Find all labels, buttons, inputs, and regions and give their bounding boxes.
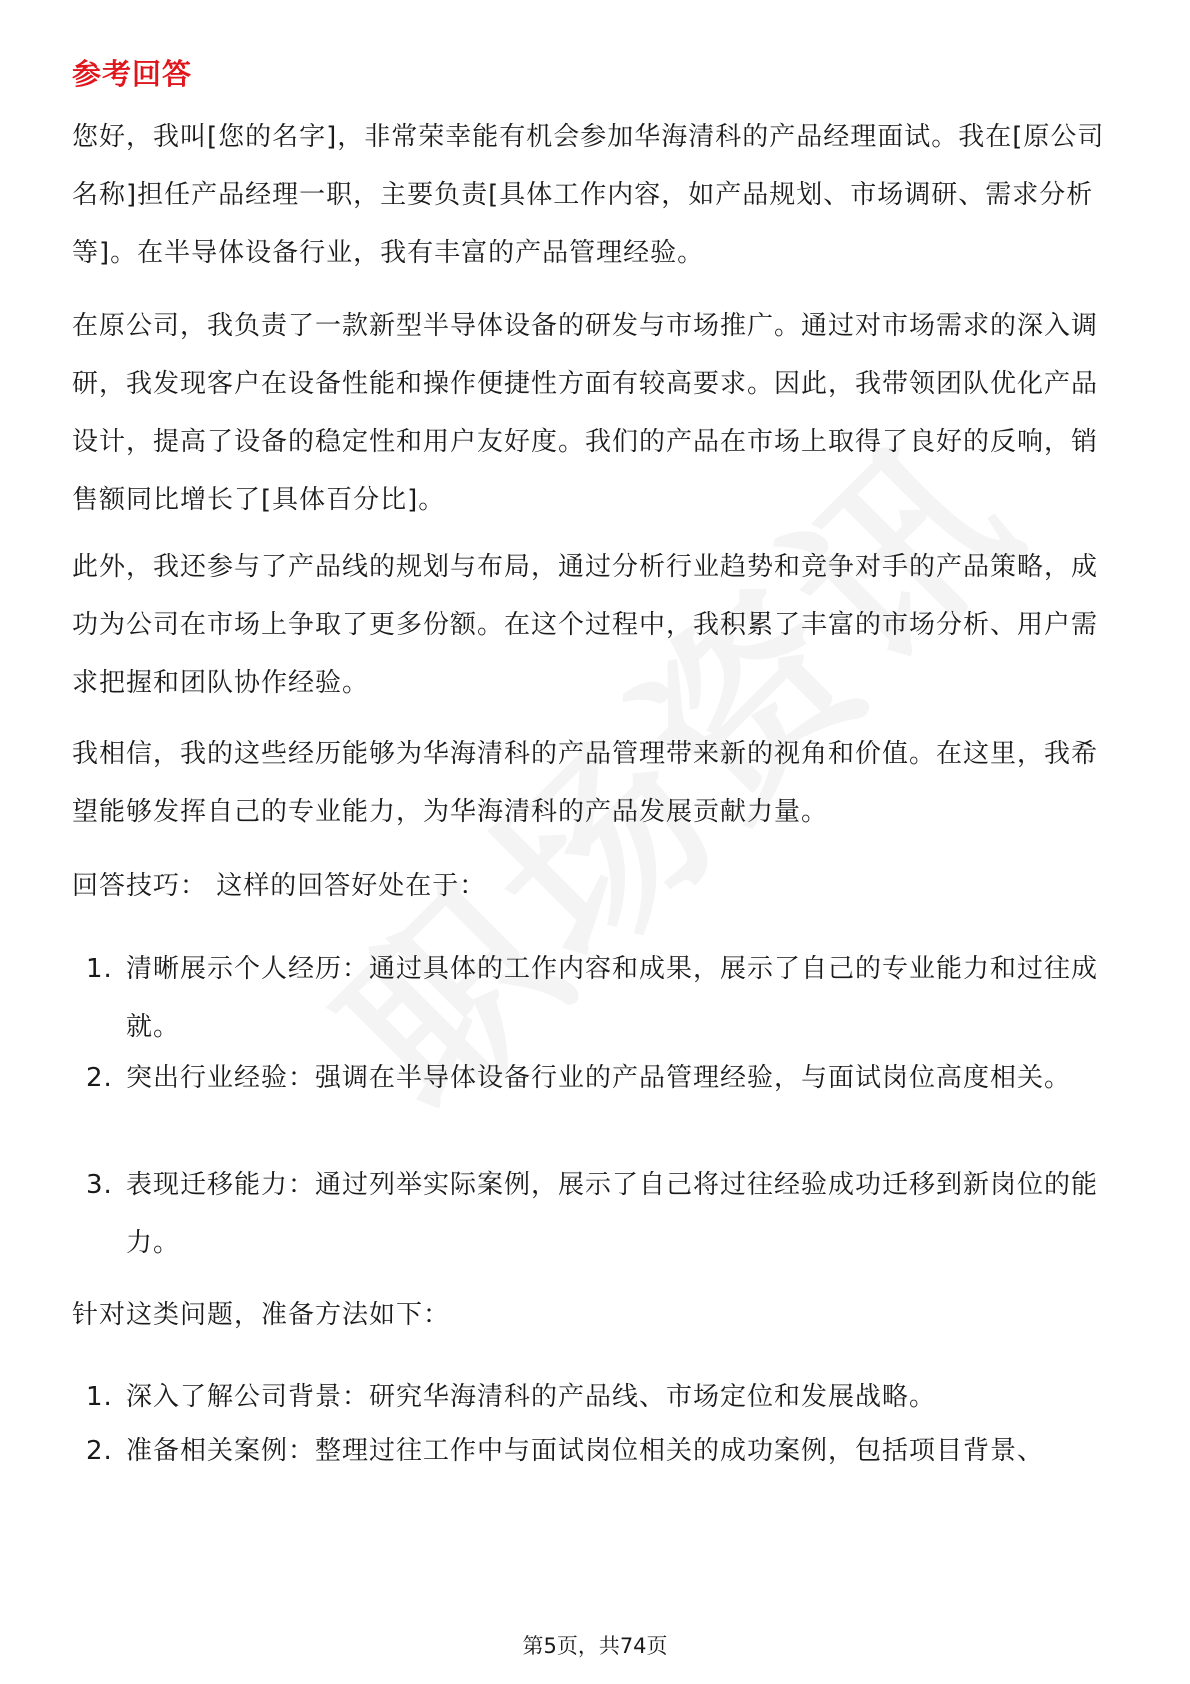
list-number: 2. (86, 1436, 113, 1466)
list-text: 准备相关案例：整理过往工作中与面试岗位相关的成功案例，包括项目背景、 (126, 1436, 1045, 1466)
list-item (86, 1422, 1116, 1480)
prep-heading: 针对这类问题，准备方法如下： (72, 1300, 451, 1330)
list-text: 表现迁移能力：通过列举实际案例，展示了自己将过往经验成功迁移到新岗位的能力。 (126, 1170, 1099, 1258)
list-number: 1. (86, 1382, 113, 1412)
page-footer: 第5页，共74页 (522, 1634, 668, 1658)
list-number: 1. (86, 954, 113, 984)
paragraph-experience: 在原公司，我负责了一款新型半导体设备的研发与市场推广。通过对市场需求的深入调研，我发现客户在设备性能和操作便捷性方面有较高要求。因此，我带领团队优化产品设计，提高了设备的稳定性和用户友好度。我们的产品在市场上取得了良好的反响，销售额同比增长了[具体百分比]。 (72, 311, 1099, 515)
list-item (86, 940, 1116, 1056)
list-number: 2. (86, 1063, 113, 1093)
paragraph-closing: 我相信，我的这些经历能够为华海清科的产品管理带来新的视角和价值。在这里，我希望能够发挥自己的专业能力，为华海清科的产品发展贡献力量。 (72, 739, 1099, 827)
list-item (86, 1156, 1116, 1272)
list-text: 突出行业经验：强调在半导体设备行业的产品管理经验，与面试岗位高度相关。 (126, 1063, 1072, 1093)
list-text: 清晰展示个人经历：通过具体的工作内容和成果，展示了自己的专业能力和过往成就。 (126, 954, 1099, 1042)
list-item (86, 1049, 1116, 1107)
paragraph-intro: 您好，我叫[您的名字]，非常荣幸能有机会参加华海清科的产品经理面试。我在[原公司名称]担任产品经理一职，主要负责[具体工作内容，如产品规划、市场调研、需求分析等]。在半导体设备行业，我有丰富的产品管理经验。 (72, 122, 1105, 268)
paragraph-planning: 此外，我还参与了产品线的规划与布局，通过分析行业趋势和竞争对手的产品策略，成功为公司在市场上争取了更多份额。在这个过程中，我积累了丰富的市场分析、用户需求把握和团队协作经验。 (72, 552, 1099, 698)
section-title: 参考回答 (72, 57, 193, 91)
list-number: 3. (86, 1170, 113, 1200)
tips-heading: 回答技巧： 这样的回答好处在于： (72, 871, 487, 901)
list-item (86, 1368, 1116, 1426)
list-text: 深入了解公司背景：研究华海清科的产品线、市场定位和发展战略。 (126, 1382, 937, 1412)
